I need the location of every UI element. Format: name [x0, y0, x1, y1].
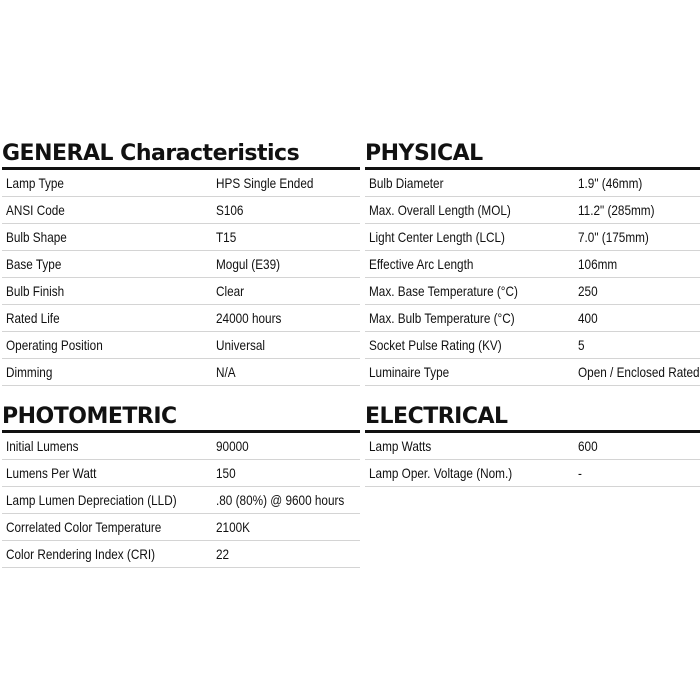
spec-value: 250 [578, 283, 598, 299]
spec-label: Color Rendering Index (CRI) [6, 546, 156, 562]
spec-value: S106 [216, 202, 244, 218]
section-title: PHYSICAL [365, 141, 700, 170]
spec-label: Lumens Per Watt [6, 465, 97, 481]
spec-value: 5 [578, 337, 585, 353]
spec-row [2, 305, 360, 332]
general-characteristics-section [2, 141, 360, 386]
spec-label: Lamp Type [6, 175, 64, 191]
spec-row [2, 359, 360, 386]
spec-row [2, 541, 360, 568]
spec-value: HPS Single Ended [216, 175, 314, 191]
spec-row [2, 487, 360, 514]
spec-value: 106mm [578, 256, 618, 272]
spec-label: Initial Lumens [6, 438, 79, 454]
spec-label: Socket Pulse Rating (KV) [369, 337, 502, 353]
spec-row [2, 514, 360, 541]
spec-value: 400 [578, 310, 598, 326]
spec-label: Correlated Color Temperature [6, 519, 162, 535]
spec-label: Luminaire Type [369, 364, 450, 380]
spec-value: Universal [216, 337, 266, 353]
spec-row [2, 332, 360, 359]
spec-row [365, 278, 700, 305]
spec-value: Open / Enclosed Rated [578, 364, 700, 380]
spec-value: 150 [216, 465, 236, 481]
spec-label: Base Type [6, 256, 62, 272]
spec-row [365, 460, 700, 487]
spec-value: 22 [216, 546, 230, 562]
spec-value: 600 [578, 438, 598, 454]
spec-label: Bulb Shape [6, 229, 67, 245]
physical-section [365, 141, 700, 386]
spec-row [2, 278, 360, 305]
spec-label: Lamp Watts [369, 438, 432, 454]
spec-value: 2100K [216, 519, 251, 535]
spec-row [365, 170, 700, 197]
spec-row [365, 197, 700, 224]
spec-label: Lamp Lumen Depreciation (LLD) [6, 492, 177, 508]
spec-value: - [578, 465, 582, 481]
spec-row [2, 170, 360, 197]
spec-label: Bulb Diameter [369, 175, 444, 191]
spec-label: Max. Overall Length (MOL) [369, 202, 511, 218]
spec-label: Max. Base Temperature (°C) [369, 283, 518, 299]
spec-value: 1.9" (46mm) [578, 175, 643, 191]
spec-label: Light Center Length (LCL) [369, 229, 505, 245]
spec-label: Max. Bulb Temperature (°C) [369, 310, 515, 326]
spec-value: 11.2" (285mm) [578, 202, 655, 218]
spec-row [365, 433, 700, 460]
spec-value: N/A [216, 364, 236, 380]
section-title: GENERAL Characteristics [2, 141, 360, 170]
spec-label: Operating Position [6, 337, 103, 353]
section-title: ELECTRICAL [365, 404, 700, 433]
spec-value: .80 (80%) @ 9600 hours [216, 492, 345, 508]
spec-label: Effective Arc Length [369, 256, 474, 272]
spec-label: Rated Life [6, 310, 60, 326]
spec-value: 90000 [216, 438, 249, 454]
spec-row [2, 251, 360, 278]
spec-label: Bulb Finish [6, 283, 65, 299]
spec-row [365, 224, 700, 251]
spec-value: 24000 hours [216, 310, 282, 326]
spec-label: Dimming [6, 364, 53, 380]
spec-value: 7.0" (175mm) [578, 229, 649, 245]
spec-value: Mogul (E39) [216, 256, 281, 272]
spec-row [2, 460, 360, 487]
spec-row [2, 433, 360, 460]
spec-value: Clear [216, 283, 245, 299]
section-title: PHOTOMETRIC [2, 404, 360, 433]
spec-label: ANSI Code [6, 202, 65, 218]
spec-row [365, 332, 700, 359]
spec-row [2, 224, 360, 251]
spec-row [365, 359, 700, 386]
spec-row [2, 197, 360, 224]
spec-value: T15 [216, 229, 237, 245]
spec-row [365, 305, 700, 332]
electrical-section [365, 404, 700, 487]
photometric-section [2, 404, 360, 568]
spec-label: Lamp Oper. Voltage (Nom.) [369, 465, 513, 481]
spec-row [365, 251, 700, 278]
